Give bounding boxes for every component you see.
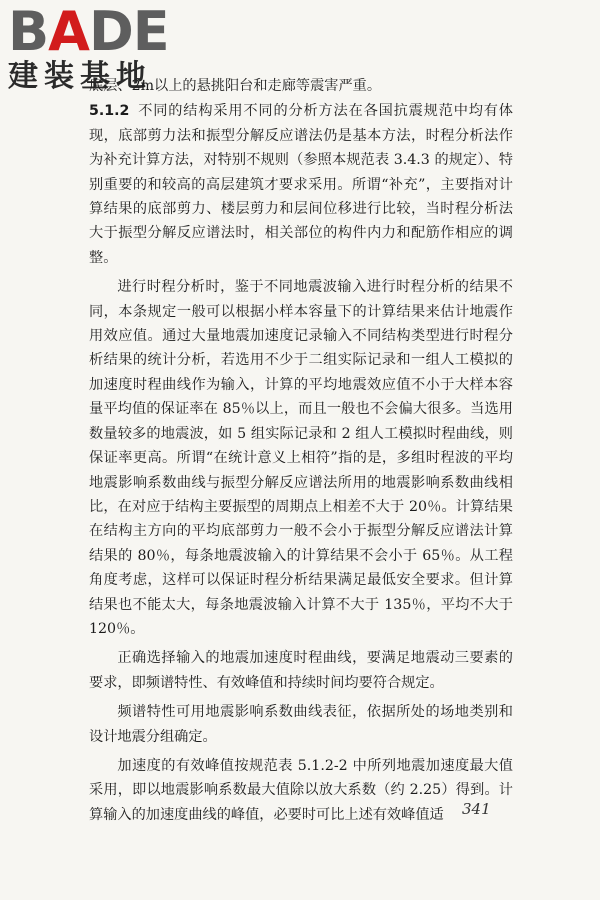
- section-number: 5.1.2: [89, 103, 130, 120]
- page-number: 341: [462, 800, 491, 818]
- paragraph-effective-peak: 加速度的有效峰值按规范表 5.1.2-2 中所列地震加速度最大值采用，即以地震影响系数最大值除以放大系数（约 2.25）得到。计算输入的加速度曲线的峰值，必要时可比上述有效峰值适: [89, 757, 513, 823]
- logo-letter-b: B: [8, 0, 49, 63]
- logo-subtitle: 建装基地: [8, 59, 152, 94]
- logo-wordmark: [8, 0, 178, 63]
- section-text: 不同的结构采用不同的分析方法在各国抗震规范中均有体现，底部剪力法和振型分解反应谱法仍是基本方法，时程分析法作为补充计算方法，对特别不规则（参照本规范表 3.4.3 的规定）、特别重要的和较高的高层建筑才要求采用。所谓“补充”，主要指对计算结果的底部剪力、楼层剪力和层间位移进行比较，当时程分析法大于振型分解反应谱法时，相关部位的构件内力和配筋作相应的调整。: [89, 103, 513, 266]
- document-body: [89, 74, 513, 827]
- paragraph-input-selection: 正确选择输入的地震加速度时程曲线，要满足地震动三要素的要求，即频谱特性、有效峰值和持续时间均要符合规定。: [89, 650, 513, 691]
- logo-letter-a: A: [48, 0, 89, 63]
- continued-line: 底层、2m以上的悬挑阳台和走廊等震害严重。: [89, 78, 382, 94]
- section-5-1-2: [89, 99, 513, 270]
- paragraph-spectrum: 频谱特性可用地震影响系数曲线表征，依据所处的场地类别和设计地震分组确定。: [89, 704, 513, 745]
- logo-letters-de: DE: [88, 0, 169, 63]
- paragraph-time-history: 进行时程分析时，鉴于不同地震波输入进行时程分析的结果不同，本条规定一般可以根据小样本容量下的计算结果来估计地震作用效应值。通过大量地震加速度记录输入不同结构类型进行时程分析结果的统计分析，若选用不少于二组实际记录和一组人工模拟的加速度时程曲线作为输入，计算的平均地震效应值不小于大样本容量平均值的保证率在 85％以上，而且一般也不会偏大很多。当选用数量较多的地震波，如 5 组实际记录和 2 组人工模拟时程曲线，则保证率更高。所谓“在统计意义上相符”指的是，多组时程波的平均地震影响系数曲线与振型分解反应谱法所用的地震影响系数曲线相比，在对应于结构主要振型的周期点上相差不大于 20％。计算结果在结构主方向的平均底部剪力一般不会小于振型分解反应谱法计算结果的 80％，每条地震波输入的计算结果不会小于 65％。从工程角度考虑，这样可以保证时程分析结果满足最低安全要求。但计算结果也不能太大，每条地震波输入计算不大于 135％，平均不大于 120％。: [89, 279, 513, 637]
